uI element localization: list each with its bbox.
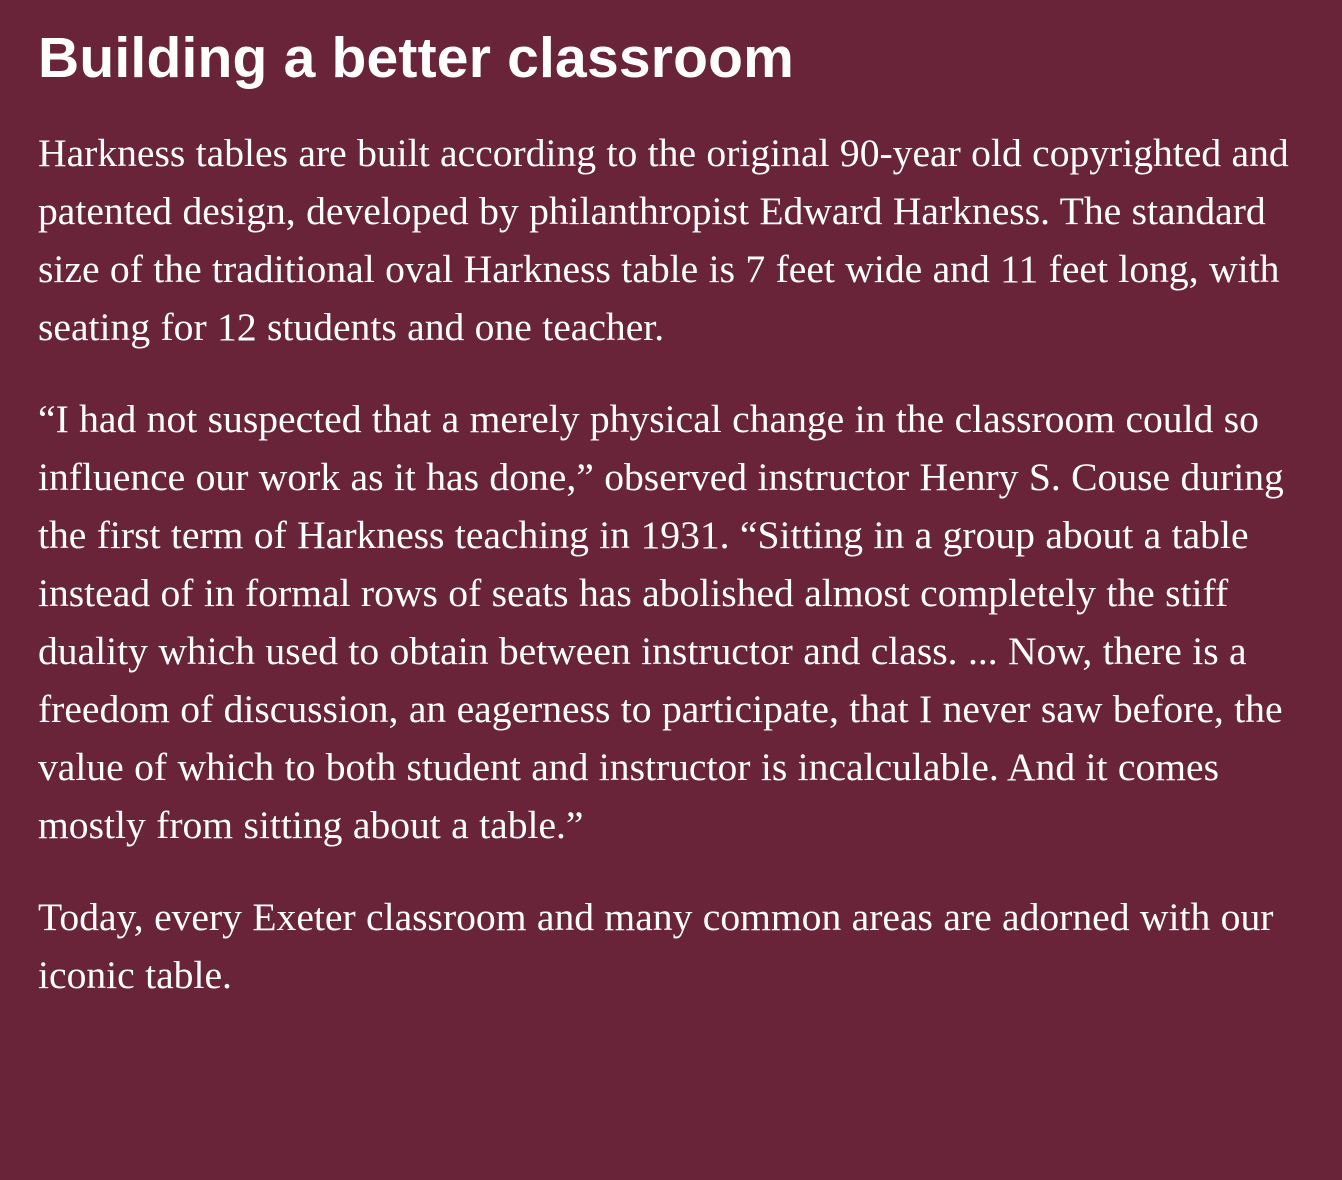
closing-paragraph: Today, every Exeter classroom and many common areas are adorned with our iconic table. bbox=[38, 895, 1274, 997]
intro-paragraph: Harkness tables are built according to the original 90-year old copyrighted and patented design, developed by philanthropist Edward Harkness. The standard size of the traditional oval Harkness table is 7 feet wide and 11 feet long, with seating for 12 students and one teacher. bbox=[38, 131, 1289, 349]
quote-paragraph: “I had not suspected that a merely physical change in the classroom could so influence our work as it has done,” observed instructor Henry S. Couse during the first term of Harkness teaching in 1931. “Sitting in a group about a table instead of in formal rows of seats has abolished almost completely the stiff duality which used to obtain between instructor and class. ... Now, there is a freedom of discussion, an eagerness to participate, that I never saw before, the value of which to both student and instructor is incalculable. And it comes mostly from sitting about a table.” bbox=[38, 397, 1284, 847]
page-title: Building a better classroom bbox=[38, 26, 795, 90]
